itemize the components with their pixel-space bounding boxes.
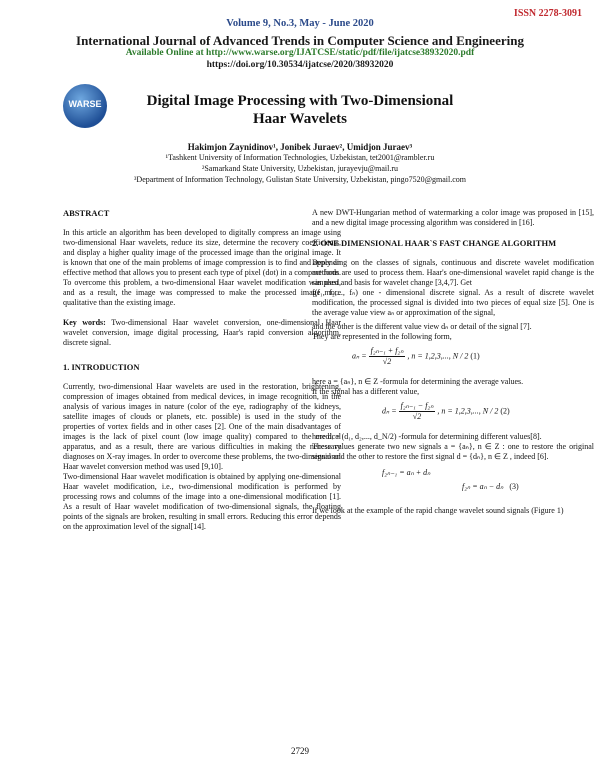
eq1-denominator: √2 [382, 357, 392, 366]
intro-paragraph-1: Currently, two-dimensional Haar wavelets are used in the restoration, brightening, compression of images obtained from medical devices, in image recognition, in the analysis of various images in nature (color of the eye, radiography of the kidneys, satellite images of clouds or planets, etc. possible) is used in the study of the properties of vortex fields and in other cases [2]. One of the main disadvantages of images is the lack of pixel count (low image quality) compared to the medical apparatus, and as a result, there are various difficulties in making the necessary diagnoses on X-ray images. In order to overcome these problems, the two-dimensional Haar wavelet conversion method was used [9,10]. [63, 382, 341, 471]
page-number: 2729 [291, 746, 309, 756]
eq2-denominator: √2 [412, 412, 422, 421]
eq3-number: (3) [509, 482, 519, 491]
eq1-fraction [369, 346, 406, 367]
right-paragraph-2: here a = {aₙ}, n ∈ Z -formula for determining the average values. [312, 377, 524, 386]
eq1-rhs: , n = 1,2,3,..., N / 2 [407, 351, 469, 361]
right-paragraph-1b: f(f₁, f₂,..., fₙ) one - dimensional discrete signal. As a result of discrete wavelet modification, the processed signal is divided into two pieces of equal size [5]. One is the average value view aₙ or approximation of the signal, [312, 288, 594, 317]
keywords-label: Key words: [63, 318, 106, 327]
volume-line: Volume 9, No.3, May - June 2020 [226, 18, 374, 29]
affiliation-2: ²Samarkand State University, Uzbekistan, jurayevju@mail.ru [201, 164, 399, 173]
abstract-heading: ABSTRACT [63, 208, 110, 218]
doi-link[interactable]: https://doi.org/10.30534/ijatcse/2020/38932020 [206, 60, 394, 70]
available-online-link[interactable]: Available Online at http://www.warse.org/IJATCSE/static/pdf/file/ijatcse38932020.pdf [125, 48, 475, 58]
equation-3b [462, 482, 594, 492]
keywords-text: Two-dimensional Haar wavelet conversion, one-dimensional Haar wavelet conversion, image digital processing, Haar's rapid conversion algorithm, discrete signal. [63, 318, 341, 347]
equation-1 [352, 346, 594, 367]
title-line-2: Haar Wavelets [252, 111, 348, 127]
eq1-numerator: f₂ₙ₋₁ + f₂ₙ [370, 346, 404, 355]
right-paragraph-4: If we look at the example of the rapid change wavelet sound signals (Figure 1) [312, 506, 564, 515]
issn-label: ISSN 2278-3091 [513, 8, 582, 19]
abstract-text: In this article an algorithm has been developed to digitally compress an image using two-dimensional Haar wavelets, reduce its size, determine the recovery coefficients, and display a higher quality image of the processed image than the original image. It is known that one of the main problems of image compression is to find and apply an effective method that allows you to present each type of pixel (dot) in a compact form. To overcome this problem, a two-dimensional Haar wavelet modification was used, and as a result, the image was compressed to make the processed image more qualitative than the existing image. [63, 228, 341, 307]
right-paragraph-3b: These values generate two new signals a = {aₙ}, n ∈ Z : one to restore the original signal and the other to restore the first signal d = {dₙ}, n ∈ Z , indeed [6]. [312, 442, 594, 461]
eq1-number: (1) [470, 351, 480, 361]
eq2-numerator: f₂ₙ₋₁ − f₂ₙ [400, 401, 434, 410]
eq2-fraction [399, 401, 436, 422]
journal-title: International Journal of Advanced Trends in Computer Science and Engineering [76, 33, 524, 48]
right-paragraph-3: here dᵢ = (d₁, d₂,..., d_N/2) -formula for determining different values[8]. [312, 432, 542, 441]
equation-2 [382, 401, 594, 422]
introduction-heading: 1. INTRODUCTION [63, 362, 140, 372]
authors: Hakimjon Zaynidinov¹, Jonibek Juraev², Umidjon Juraev³ [187, 142, 413, 152]
paper-title [0, 92, 600, 128]
equation-3a: f₂ₙ₋₁ = aₙ + dₙ [382, 468, 431, 477]
affiliation-3: ³Department of Information Technology, Gulistan State University, Uzbekistan, pingo7520@gmail.com [134, 175, 466, 184]
intro-paragraph-2: Two-dimensional Haar wavelet modification is obtained by applying one-dimensional Haar wavelet modification, i.e., two-dimensional modification is performed by processing rows and columns of the image into a one-dimensional modification [1]. As a result of Haar wavelet modification of two-dimensional signals, the floating points of the signals are broken, resulting in small errors. Reducing this error depends on the approximation level of the signal[14]. [63, 472, 341, 531]
affiliation-1: ¹Tashkent University of Information Technologies, Uzbekistan, tet2001@rambler.ru [165, 153, 435, 162]
eq2-rhs: , n = 1,2,3,..., N / 2 [437, 406, 499, 416]
right-paragraph-1d: They are represented in the following form, [312, 332, 452, 341]
eq1-lhs: aₙ = [352, 351, 367, 361]
keywords [63, 318, 341, 348]
right-column [312, 208, 594, 516]
right-paragraph-0: A new DWT-Hungarian method of watermarking a color image was proposed in [15], and a new digital image processing algorithm was considered in [16]. [312, 208, 594, 227]
right-paragraph-2b: If the signal has a different value, [312, 387, 420, 396]
logo-text: WARSE [68, 99, 102, 109]
eq2-lhs: dₙ = [382, 406, 397, 416]
eq2-number: (2) [500, 406, 510, 416]
right-paragraph-1c: and the other is the different value view dₙ or detail of the signal [7]. [312, 322, 532, 331]
right-paragraph-1: Depending on the classes of signals, continuous and discrete wavelet modification methods are used to process them. Haar's one-dimensional wavelet rapid change is the simplest and basis for wavelet change [3,4,7]. Get [312, 258, 594, 287]
title-line-1: Digital Image Processing with Two-Dimensional [146, 93, 454, 109]
section-2-heading: 2. ONE DIMENSIONAL HAAR`S FAST CHANGE ALGORITHM [312, 238, 557, 248]
eq3b-text: f₂ₙ = aₙ − dₙ [462, 482, 504, 491]
left-column [63, 208, 341, 532]
